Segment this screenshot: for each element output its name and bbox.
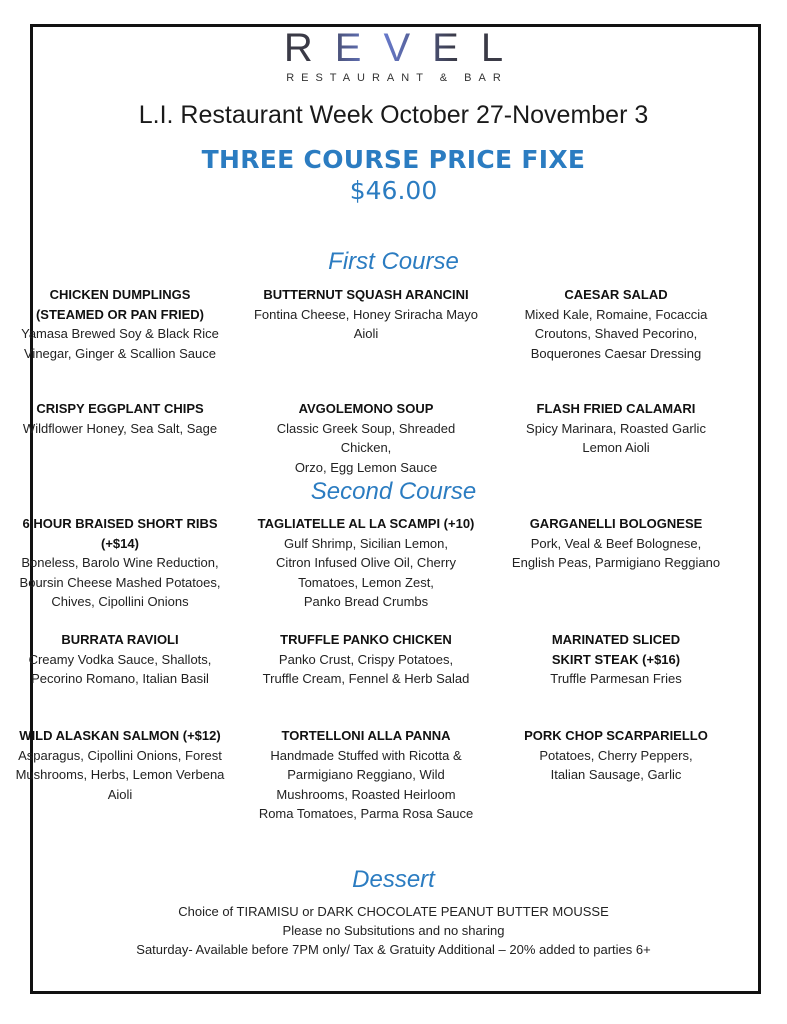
dish-braised-short-ribs: [4, 514, 236, 612]
dish-wild-alaskan-salmon: [4, 726, 236, 804]
dish-skirt-steak: [500, 630, 732, 689]
dish-description: Handmade Stuffed with Ricotta & Parmigiano Reggiano, Wild Mushrooms, Roasted Heirloom Roma Tomatoes, Parma Rosa Sauce: [258, 747, 474, 821]
restaurant-logo: [0, 28, 787, 84]
dish-name: TRUFFLE PANKO CHICKEN: [280, 632, 452, 647]
first-course-heading: First Course: [328, 248, 459, 275]
dessert-heading: Dessert: [352, 866, 435, 893]
availability-note: Saturday- Available before 7PM only/ Tax & Gratuity Additional – 20% added to parties 6+: [136, 942, 651, 957]
dish-pork-chop-scarpariello: [500, 726, 732, 785]
dish-description: Creamy Vodka Sauce, Shallots, Pecorino Romano, Italian Basil: [28, 651, 212, 686]
dish-garganelli-bolognese: [500, 514, 732, 573]
dish-description: Yamasa Brewed Soy & Black Rice Vinegar, Ginger & Scallion Sauce: [21, 326, 219, 361]
event-title: L.I. Restaurant Week October 27-November 3: [138, 101, 649, 129]
second-course-heading: Second Course: [310, 478, 477, 505]
dish-name: CHICKEN DUMPLINGS (STEAMED OR PAN FRIED): [35, 287, 205, 322]
dish-name: CRISPY EGGPLANT CHIPS: [36, 401, 204, 416]
dish-caesar-salad: [500, 285, 732, 363]
dish-description: Gulf Shrimp, Sicilian Lemon, Citron Infused Olive Oil, Cherry Tomatoes, Lemon Zest, Panko Bread Crumbs: [276, 535, 456, 609]
dish-description: Potatoes, Cherry Peppers, Italian Sausage, Garlic: [539, 747, 693, 782]
dish-description: Asparagus, Cipollini Onions, Forest Mushrooms, Herbs, Lemon Verbena Aioli: [15, 747, 225, 802]
dish-burrata-ravioli: [4, 630, 236, 689]
menu-price: $46.00: [349, 176, 438, 205]
no-substitutions-note: Please no Subsitutions and no sharing: [282, 923, 505, 938]
dish-description: Boneless, Barolo Wine Reduction, Boursin Cheese Mashed Potatoes, Chives, Cipollini Onions: [19, 555, 221, 609]
dish-description: Mixed Kale, Romaine, Focaccia Croutons, Shaved Pecorino, Boquerones Caesar Dressing: [524, 306, 708, 361]
dish-butternut-squash-arancini: [250, 285, 482, 344]
dish-tagliatelle-scampi: [250, 514, 482, 612]
dish-name: TORTELLONI ALLA PANNA: [281, 728, 451, 743]
dish-name: TAGLIATELLE AL LA SCAMPI (+10): [257, 516, 475, 531]
dish-description: Panko Crust, Crispy Potatoes, Truffle Cream, Fennel & Herb Salad: [262, 651, 470, 686]
dish-description: Spicy Marinara, Roasted Garlic Lemon Aioli: [526, 420, 706, 455]
dish-name: AVGOLEMONO SOUP: [298, 401, 434, 416]
dish-flash-fried-calamari: [500, 399, 732, 458]
dish-name: 6 HOUR BRAISED SHORT RIBS (+$14): [22, 516, 218, 551]
dish-description: Wildflower Honey, Sea Salt, Sage: [22, 420, 218, 436]
dish-tortelloni-alla-panna: [250, 726, 482, 824]
logo-subtitle: RESTAURANT & BAR: [286, 72, 508, 84]
dish-name: BURRATA RAVIOLI: [61, 632, 179, 647]
dish-name: GARGANELLI BOLOGNESE: [529, 516, 703, 531]
menu-headline: THREE COURSE PRICE FIXE: [201, 145, 586, 174]
dish-name: PORK CHOP SCARPARIELLO: [524, 728, 708, 743]
dish-truffle-panko-chicken: [250, 630, 482, 689]
dish-description: Pork, Veal & Beef Bolognese, English Peas, Parmigiano Reggiano: [511, 535, 721, 570]
dish-name: MARINATED SLICED SKIRT STEAK (+$16): [551, 632, 681, 667]
logo-name: REVEL: [0, 28, 787, 68]
dish-name: CAESAR SALAD: [564, 287, 668, 302]
dish-name: WILD ALASKAN SALMON (+$12): [19, 728, 221, 743]
dish-chicken-dumplings: [4, 285, 236, 363]
dish-avgolemono-soup: [250, 399, 482, 477]
dish-description: Truffle Parmesan Fries: [550, 671, 682, 686]
dessert-choice: Choice of TIRAMISU or DARK CHOCOLATE PEANUT BUTTER MOUSSE: [178, 904, 609, 919]
dish-name: FLASH FRIED CALAMARI: [536, 401, 696, 416]
dish-description: Classic Greek Soup, Shreaded Chicken, Orzo, Egg Lemon Sauce: [276, 420, 456, 475]
dish-crispy-eggplant-chips: [4, 399, 236, 438]
dish-name: BUTTERNUT SQUASH ARANCINI: [263, 287, 469, 302]
dish-description: Fontina Cheese, Honey Sriracha Mayo Aioli: [253, 306, 478, 341]
